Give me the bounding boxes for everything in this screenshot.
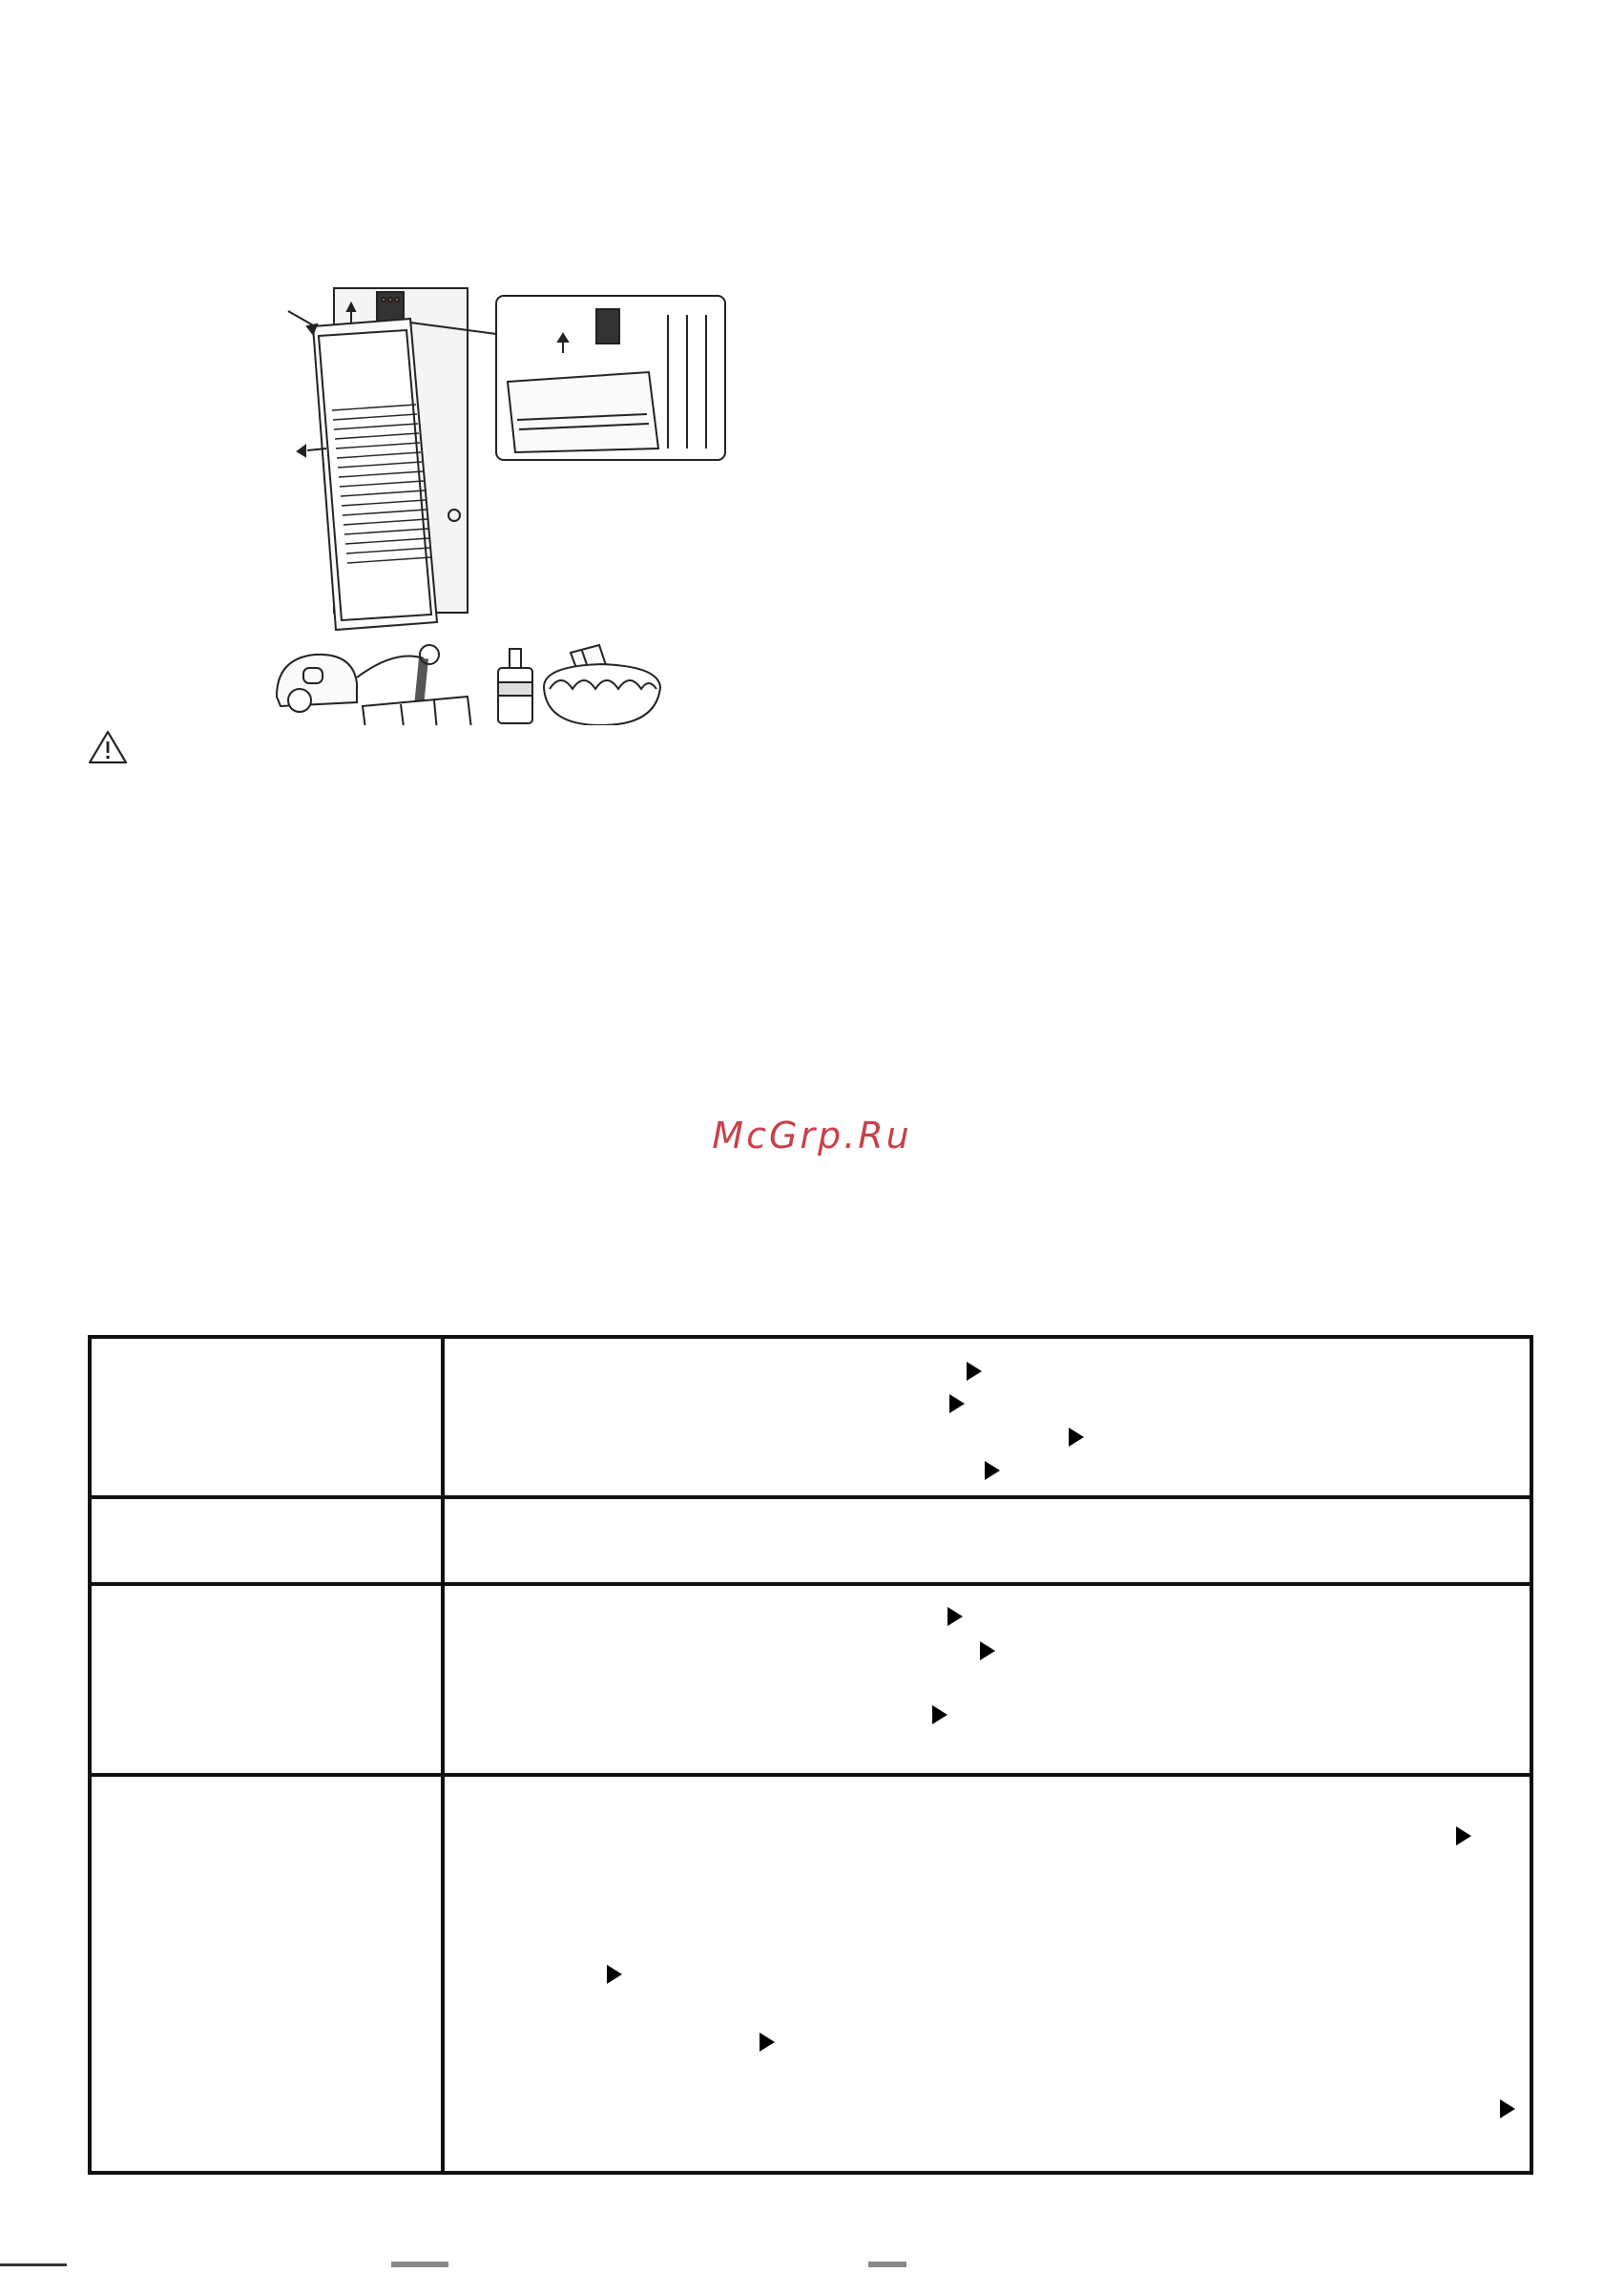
play-arrow-icon xyxy=(980,1641,995,1660)
play-arrow-icon xyxy=(949,1394,965,1413)
footer-mark xyxy=(391,2262,448,2267)
table-row xyxy=(92,1773,1530,2175)
play-arrow-icon xyxy=(607,1965,622,1984)
footer-rule xyxy=(0,2263,67,2266)
troubleshooting-table xyxy=(88,1335,1533,2175)
watermark-text: McGrp.Ru xyxy=(712,1115,912,1157)
play-arrow-icon xyxy=(1500,2099,1515,2118)
play-arrow-icon xyxy=(985,1461,1000,1480)
filter-cleaning-illustration xyxy=(267,277,735,725)
washing-basin-drawing xyxy=(498,645,660,725)
vacuum-cleaner-drawing xyxy=(277,645,471,725)
warning-triangle-icon xyxy=(88,729,128,765)
play-arrow-icon xyxy=(1069,1428,1084,1447)
table-row xyxy=(92,1339,1530,1495)
play-arrow-icon xyxy=(932,1705,947,1724)
footer-mark xyxy=(868,2262,906,2267)
table-row xyxy=(92,1495,1530,1586)
play-arrow-icon xyxy=(967,1362,982,1381)
play-arrow-icon xyxy=(760,2033,775,2052)
play-arrow-icon xyxy=(947,1607,963,1626)
play-arrow-icon xyxy=(1456,1826,1471,1846)
table-row xyxy=(92,1582,1530,1777)
purifier-unit-drawing xyxy=(288,288,468,630)
